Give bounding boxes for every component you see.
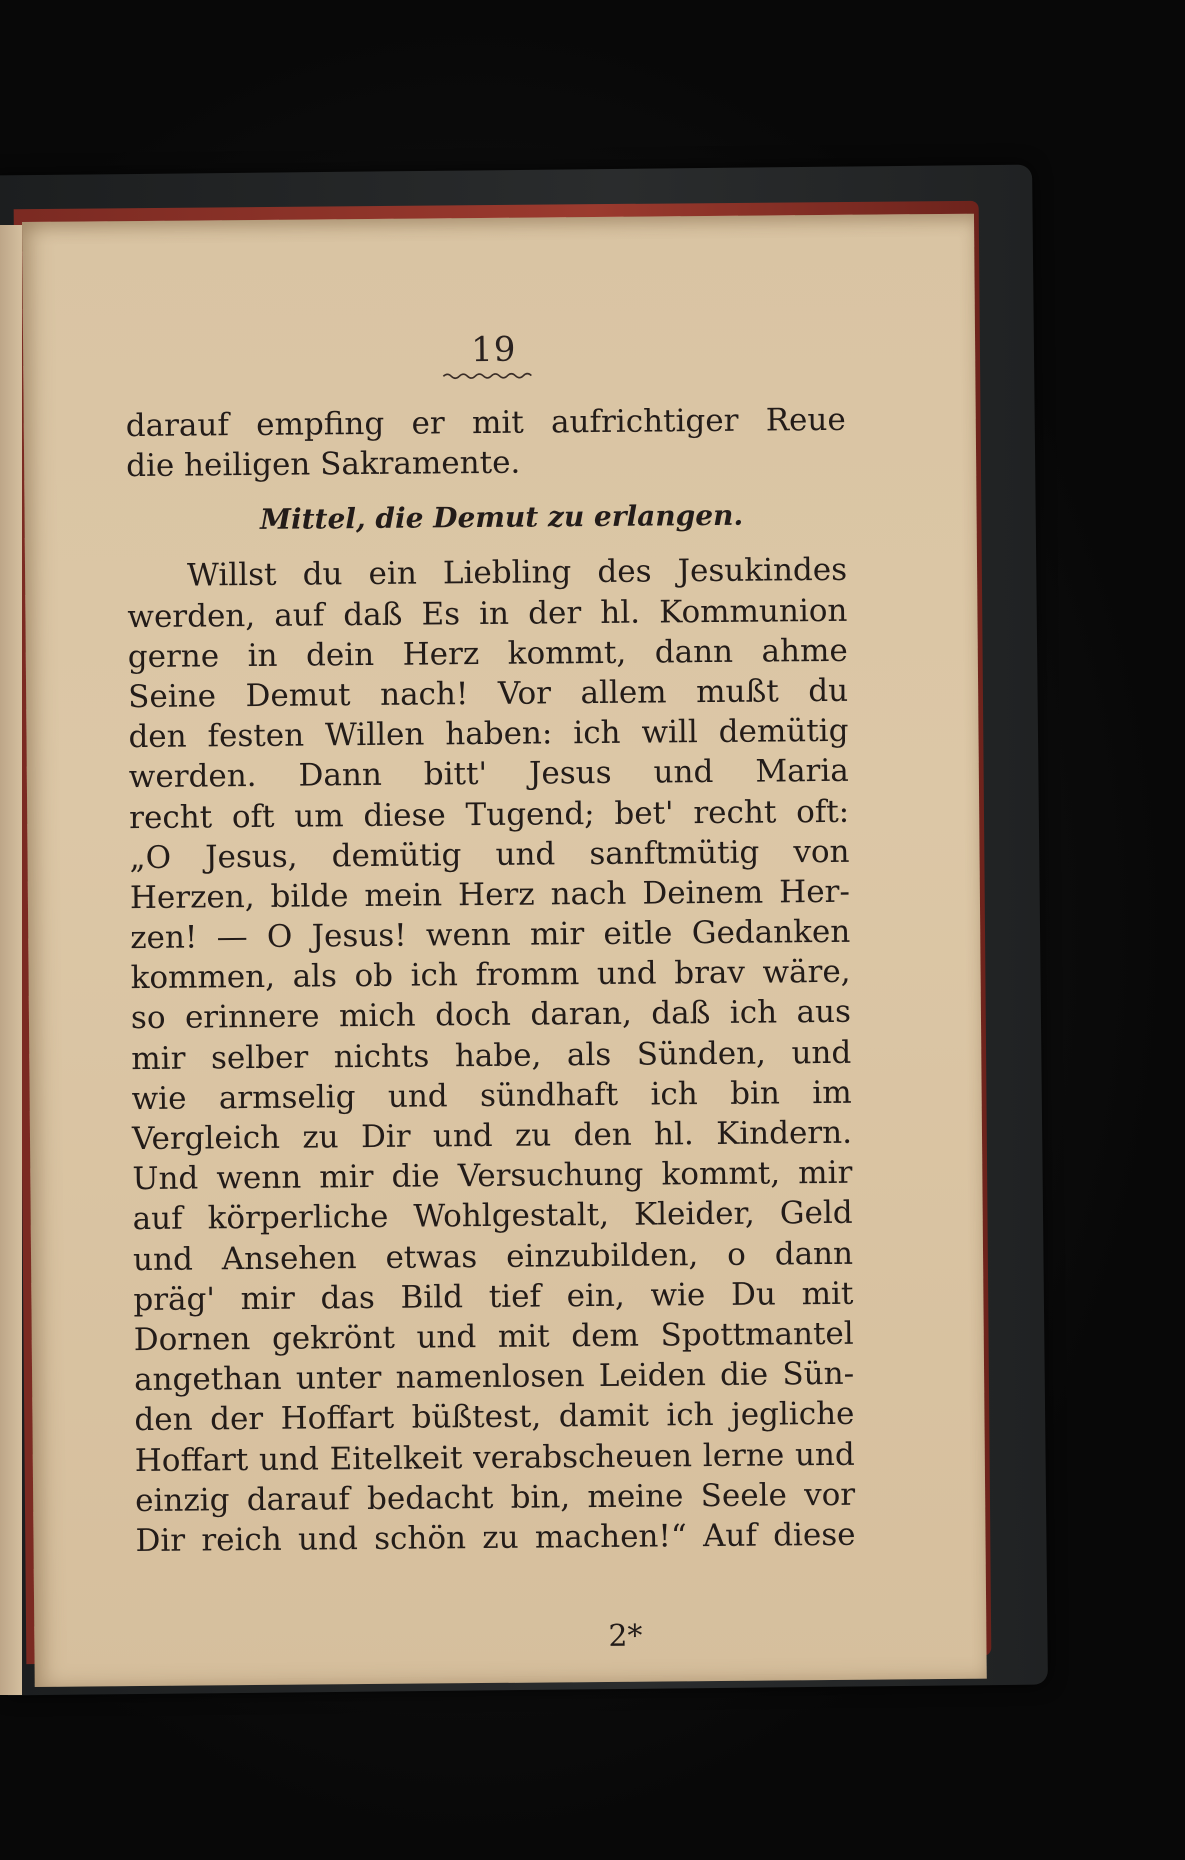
text-line: werden. Dann bitt' Jesus und Maria <box>128 753 849 796</box>
body-text <box>126 400 856 1561</box>
page-number: 19 <box>470 329 517 371</box>
text-line: werden, auf daß Es in der hl. Kommunion <box>127 592 848 635</box>
text-line: gerne in dein Herz kommt, dann ahme <box>127 632 848 675</box>
text-line: den der Hoffart büßtest, damit ich jegliche <box>134 1396 855 1439</box>
printer-signature-mark: 2* <box>608 1618 643 1654</box>
text-line: den festen Willen haben: ich will demütig <box>128 712 849 756</box>
text-line: recht oft um diese Tugend; bet' recht oft: <box>129 793 850 836</box>
text-line: angethan unter namenlosen Leiden die Sün- <box>133 1355 855 1399</box>
text-line: die heiligen Sakramente. <box>125 444 521 485</box>
text-line: Seine Demut nach! Vor allem mußt du <box>127 672 849 716</box>
left-page-sliver <box>0 225 22 1695</box>
text-line: präg' mir das Bild tief ein, wie Du mit <box>133 1275 854 1318</box>
section-heading: Mittel, die Demut zu erlangen. <box>259 499 744 537</box>
text-line: Dornen gekrönt und mit dem Spottmantel <box>133 1315 854 1359</box>
page-number-ornament <box>441 370 533 383</box>
text-line: Dir reich und schön zu machen!“ Auf diese <box>135 1516 856 1559</box>
text-line: und Ansehen etwas einzubilden, o dann <box>132 1235 854 1278</box>
text-line: Hoffart und Eitelkeit verabscheuen lerne und <box>134 1436 855 1479</box>
book-page <box>22 214 987 1687</box>
text-line: auf körperliche Wohlgestalt, Kleider, Geld <box>132 1195 853 1238</box>
text-line: mir selber nichts habe, als Sünden, und <box>131 1034 852 1077</box>
text-line: Willst du ein Liebling des Jesukindes <box>186 552 848 594</box>
text-line: zen! — O Jesus! wenn mir eitle Gedanken <box>130 913 851 957</box>
text-line: kommen, als ob ich fromm und brav wäre, <box>130 954 851 997</box>
text-line: „O Jesus, demütig und sanftmütig von <box>129 833 850 876</box>
text-line: darauf empfing er mit aufrichtiger Reue <box>125 401 846 445</box>
text-line: wie armselig und sündhaft ich bin im <box>131 1074 852 1117</box>
text-line: Herzen, bilde mein Herz nach Deinem Her- <box>129 873 851 916</box>
text-line: so erinnere mich doch daran, daß ich aus <box>130 994 852 1037</box>
text-line: Und wenn mir die Versuchung kommt, mir <box>132 1154 853 1198</box>
text-line: Vergleich zu Dir und zu den hl. Kindern. <box>131 1114 853 1158</box>
text-line: einzig darauf bedacht bin, meine Seele vor <box>135 1476 856 1519</box>
